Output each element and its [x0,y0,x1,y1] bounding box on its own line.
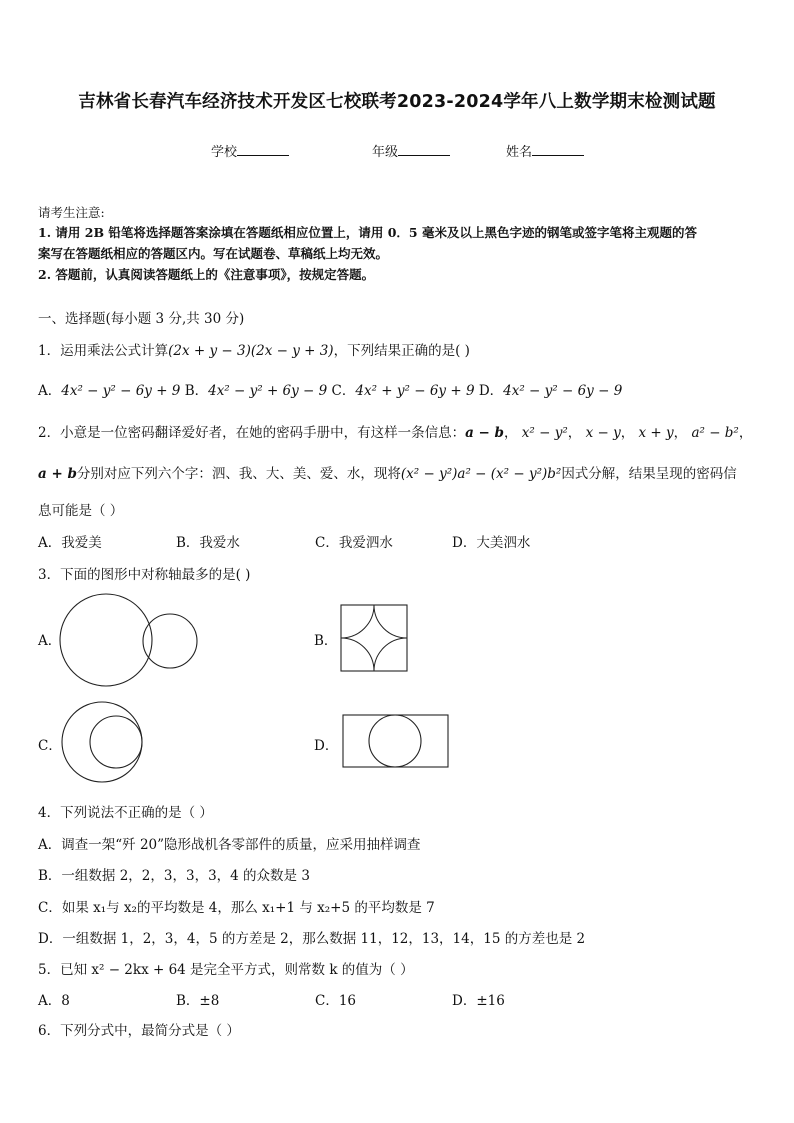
q5-stem: 5．已知 x² − 2kx + 64 是完全平方式，则常数 k 的值为（ ） [38,962,414,978]
q2-line-1-text: 2．小意是一位密码翻译爱好者，在她的密码手册中，有这样一条信息： [38,425,466,441]
q4-stem: 4．下列说法不正确的是（ ） [38,805,213,821]
q5-option-c[interactable]: C．16 [315,993,357,1009]
school-blank[interactable] [237,143,289,156]
q1-options [38,379,622,399]
q2-term-4: x + y [638,425,674,441]
q1-option-c[interactable]: C．4x² + y² − 6y + 9 [331,383,475,399]
q3-figure-a[interactable] [58,593,203,689]
q5-option-d[interactable]: D．±16 [452,993,505,1009]
q2-term-2: x² − y² [521,425,568,441]
q2-line-3: 息可能是（ ） [38,503,124,519]
q2-line-2 [38,462,737,482]
q2-term-3: x − y [585,425,621,441]
notice-item-1-line-2: 案写在答题纸相应的答题区内。写在试题卷、草稿纸上均无效。 [38,246,389,261]
q3-label-d[interactable]: D． [314,738,339,754]
q2-term-1: a − b [465,425,504,441]
school-field[interactable] [211,141,289,160]
q1-stem-expr: (2x + y − 3)(2x − y + 3) [168,343,334,359]
name-field[interactable] [506,141,584,160]
q3-label-a[interactable]: A． [38,633,62,649]
q2-line-1: 2．小意是一位密码翻译爱好者，在她的密码手册中，有这样一条信息：a − b， x² − y²， x − y， x + y， a² − b²， [38,425,753,441]
q2-line-2-expr: (x² − y²)a² − (x² − y²)b² [400,466,562,482]
q2-term-6: a + b [38,466,77,482]
q1-stem [38,339,470,359]
q1-option-a[interactable]: A．4x² − y² − 6y + 9 [38,383,181,399]
name-blank[interactable] [532,143,584,156]
q6-stem: 6．下列分式中，最简分式是（ ） [38,1023,240,1039]
q3-figure-d[interactable] [340,712,452,770]
q2-option-b[interactable]: B．我爱水 [176,535,240,551]
grade-field[interactable] [372,141,450,160]
q3-label-b[interactable]: B． [314,633,338,649]
notice-item-1-line-1: 1. 请用 2B 铅笔将选择题答案涂填在答题纸相应位置上，请用 0．5 毫米及以上黑色字迹的钢笔或签字笔将主观题的答 [38,225,697,240]
q3-figure-c[interactable] [60,700,146,786]
q2-line-2-suffix: 因式分解，结果呈现的密码信 [561,466,737,482]
notice-item-2: 2. 答题前，认真阅读答题纸上的《注意事项》，按规定答题。 [38,267,375,282]
notice-heading: 请考生注意: [38,205,105,220]
q4-option-c[interactable]: C．如果 x₁与 x₂的平均数是 4，那么 x₁+1 与 x₂+5 的平均数是 7 [38,900,435,916]
q4-option-a[interactable]: A．调查一架“歼 20”隐形战机各零部件的质量，应采用抽样调查 [38,837,421,853]
q1-option-b[interactable]: B．4x² − y² + 6y − 9 [184,383,328,399]
q2-option-d[interactable]: D．大美泗水 [452,535,531,551]
q1-option-d[interactable]: D．4x² − y² − 6y − 9 [478,383,623,399]
name-label: 姓名 [506,145,533,160]
q4-option-d[interactable]: D．一组数据 1，2，3，4，5 的方差是 2，那么数据 11，12，13，14，15 的方差也是 2 [38,931,586,947]
q2-option-c[interactable]: C．我爱泗水 [315,535,393,551]
q5-option-a[interactable]: A．8 [38,993,70,1009]
grade-blank[interactable] [398,143,450,156]
q1-stem-prefix: 1．运用乘法公式计算 [38,343,169,359]
exam-title: 吉林省长春汽车经济技术开发区七校联考2023-2024学年八上数学期末检测试题 [78,92,716,112]
q3-figure-b[interactable] [338,602,412,676]
q2-line-2-text: 分别对应下列六个字：泗、我、大、美、爱、水，现将 [76,466,401,482]
grade-label: 年级 [372,145,399,160]
q3-label-c[interactable]: C． [38,738,62,754]
q2-term-5: a² − b² [691,425,739,441]
q4-option-b[interactable]: B．一组数据 2，2，3，3，3，4 的众数是 3 [38,868,310,884]
q5-option-b[interactable]: B．±8 [176,993,220,1009]
q1-stem-suffix: ，下列结果正确的是( ) [333,343,470,359]
q3-stem: 3．下面的图形中对称轴最多的是( ) [38,567,251,583]
q2-option-a[interactable]: A．我爱美 [38,535,102,551]
school-label: 学校 [211,145,238,160]
section-1-heading: 一、选择题(每小题 3 分,共 30 分) [38,311,245,327]
